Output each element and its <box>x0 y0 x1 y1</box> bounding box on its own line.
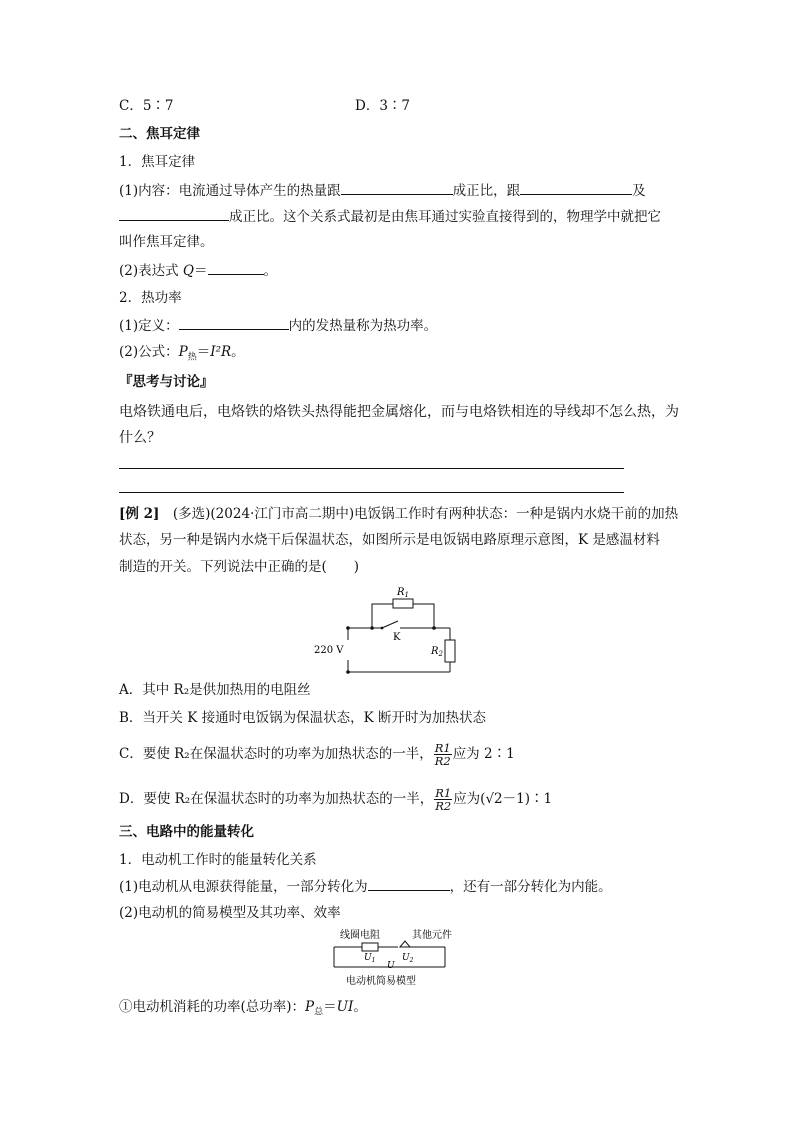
example2-opt-d <box>119 787 552 812</box>
opt-c-post: 应为 2∶1 <box>452 746 515 762</box>
fraction-r1-r2: $\frac{R1}{R2}$ <box>435 786 452 813</box>
blank-3[interactable] <box>119 206 229 221</box>
switch-k-label: K <box>393 632 401 643</box>
formula-eq: ＝ <box>196 344 211 360</box>
opt-c-pre: C．要使 R₂在保温状态时的功率为加热状态的一半， <box>119 746 433 762</box>
r1-label: $R_1$ <box>397 587 409 599</box>
answer-line-1[interactable] <box>119 468 624 469</box>
blank-1[interactable] <box>341 180 453 195</box>
example2-text1: (多选)(2024·江门市高二期中)电饭锅工作时有两种状态：一种是锅内水烧干前的加热 <box>159 506 679 522</box>
blank-5[interactable] <box>179 315 289 330</box>
def-label: (1)定义： <box>119 318 179 334</box>
circuit-diagram <box>310 580 470 678</box>
item1-b: ，还有一部分转化为内能。 <box>449 879 612 895</box>
u-label: U <box>387 961 395 971</box>
example2-opt-b: B．当开关 K 接通时电饭锅为保温状态，K 断开时为加热状态 <box>119 710 486 726</box>
section2-sub1: 1．焦耳定律 <box>119 154 196 170</box>
motor-model-diagram <box>330 925 465 991</box>
motor-caption: 电动机简易模型 <box>346 976 416 987</box>
section3-sub1: 1．电动机工作时的能量转化关系 <box>119 852 317 868</box>
section3-heading: 三、电路中的能量转化 <box>119 824 254 840</box>
blank-2[interactable] <box>520 180 632 195</box>
content-e: 叫作焦耳定律。 <box>119 234 214 250</box>
formula-rhs: I²R <box>210 344 232 360</box>
content-line1 <box>119 180 646 201</box>
think-line2: 什么？ <box>119 430 161 446</box>
expr-label: (2)表达式 <box>119 263 183 279</box>
item3-p: P <box>305 999 315 1015</box>
section3-item2: (2)电动机的简易模型及其功率、效率 <box>119 905 341 921</box>
content-line2 <box>119 206 661 227</box>
content-c: 及 <box>632 183 646 199</box>
section2-heading: 二、焦耳定律 <box>119 126 200 142</box>
item3-a: ①电动机消耗的功率(总功率)： <box>119 999 306 1015</box>
think-heading: 『思考与讨论』 <box>119 374 214 390</box>
content-a: (1)内容：电流通过导体产生的热量跟 <box>119 183 341 199</box>
def-line <box>119 315 437 336</box>
answer-line-2[interactable] <box>119 492 624 493</box>
content-b: 成正比，跟 <box>452 183 521 199</box>
def-text: 内的发热量称为热功率。 <box>288 318 438 334</box>
item3-sub: 总 <box>314 1007 324 1018</box>
r2-label: $R_2$ <box>431 646 443 658</box>
u2-label: $U_2$ <box>402 953 414 964</box>
section3-item1 <box>119 876 612 897</box>
item3-end: 。 <box>353 999 367 1015</box>
option-c: C．5∶7 <box>119 98 174 114</box>
expr-q: Q <box>182 263 194 279</box>
u1-label: $U_1$ <box>364 953 376 964</box>
expr-end: 。 <box>263 263 277 279</box>
example2-line3: 制造的开关。下列说法中正确的是( ) <box>119 559 360 575</box>
example2-line2: 状态，另一种是锅内水烧干后保温状态，如图所示是电饭锅电路原理示意图，K 是感温材料 <box>119 532 660 548</box>
content-d: 成正比。这个关系式最初是由焦耳通过实验直接得到的，物理学中就把它 <box>229 209 661 225</box>
formula-p: P <box>178 344 188 360</box>
example2-tag: [例 2] <box>119 506 160 522</box>
example2-line1 <box>119 504 678 524</box>
expr-line <box>119 260 277 281</box>
item3-eq: ＝ <box>323 999 337 1015</box>
expr-eq: ＝ <box>194 263 208 279</box>
opt-d-post: 应为(√2－1)∶1 <box>453 791 553 807</box>
section2-sub2: 2．热功率 <box>119 290 182 306</box>
section3-item3 <box>119 997 367 1023</box>
item3-rhs: UI <box>336 999 354 1015</box>
blank-6[interactable] <box>368 876 450 891</box>
formula-label: (2)公式： <box>119 344 179 360</box>
formula-end: 。 <box>231 344 245 360</box>
formula-sub: 热 <box>187 352 197 363</box>
opt-d-pre: D．要使 R₂在保温状态时的功率为加热状态的一半， <box>119 791 434 807</box>
formula-line <box>119 342 245 368</box>
other-component-label: 其他元件 <box>412 930 452 941</box>
option-d: D．3∶7 <box>355 98 411 114</box>
think-line1: 电烙铁通电后，电烙铁的烙铁头热得能把金属熔化，而与电烙铁相连的导线却不怎么热，为 <box>119 404 679 420</box>
example2-opt-a: A．其中 R₂是供加热用的电阻丝 <box>119 682 311 698</box>
item1-a: (1)电动机从电源获得能量，一部分转化为 <box>119 879 368 895</box>
example2-opt-c <box>119 742 515 767</box>
fraction-r1-r2: $\frac{R1}{R2}$ <box>434 741 451 768</box>
blank-4[interactable] <box>208 260 264 275</box>
coil-resistance-label: 线圈电阻 <box>340 930 380 941</box>
voltage-label: 220 V <box>314 645 344 656</box>
